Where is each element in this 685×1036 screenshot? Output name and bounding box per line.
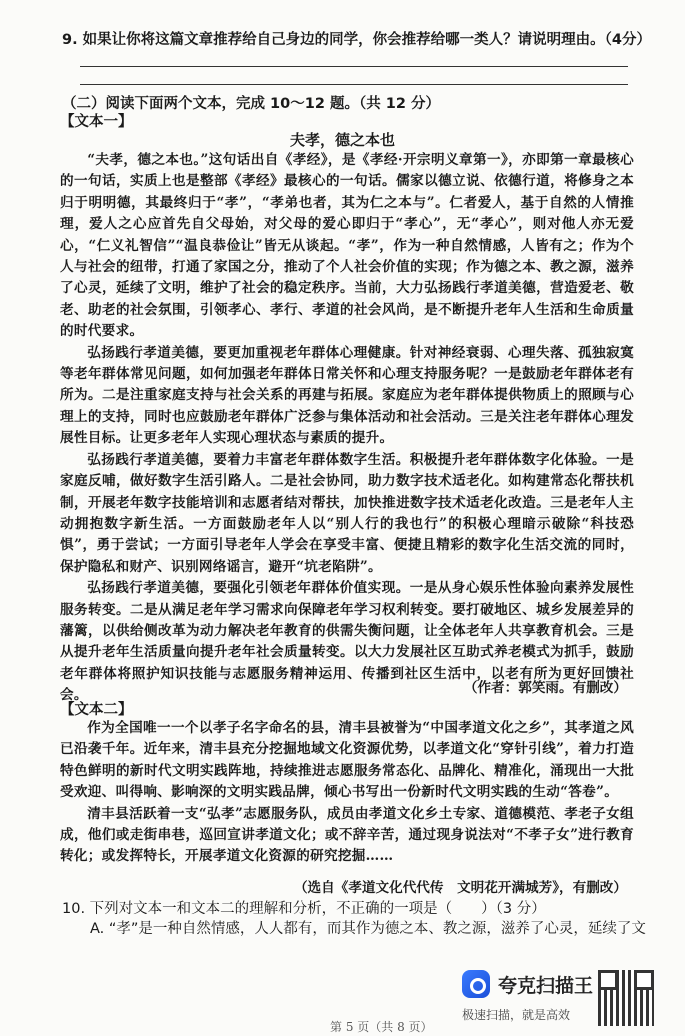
text1-paragraph: 弘扬践行孝道美德，要着力丰富老年群体数字生活。积极提升老年群体数字化体验。一是家庭反哺，做好数字生活引路人。二是社会协同，助力数字技术适老化。如构建常态化帮扶机制，开展老年数字技能培训和志愿者结对帮扶，加快推进数字技术适老化改造。三是老年人主动拥抱数字新生活。一方面鼓励老年人以“别人行的我也行”的积极心理暗示破除“科技恐惧”，勇于尝试；一方面引导老年人学会在享受丰富、便捷且精彩的数字化生活交流的同时，保护隐私和财产、识别网络谣言，避开“坑老陷阱”。 [60, 451, 634, 575]
text1-paragraph: 弘扬践行孝道美德，要强化引领老年群体价值实现。一是从身心娱乐性体验向素养发展性服务转变。二是从满足老年学习需求向保障老年学习权利转变。要打破地区、城乡发展差异的藩篱，以供给侧改革为动力解决老年教育的供需失衡问题，让全体老年人共享教育机会。三是从提升老年生活质量向提升老年社会质量转变。以大力发展社区互助式养老模式为抓手，鼓励老年群体将照护知识技能与志愿服务精神运用、传播到社区生活中，以老有所为更好回馈社会。 [60, 580, 634, 704]
section-heading: （二）阅读下面两个文本，完成 10～12 题。（共 12 分） [62, 96, 440, 112]
answer-line [80, 84, 628, 85]
question-10: 10. 下列对文本一和文本二的理解和分析，不正确的一项是（ ）（3 分） [62, 901, 546, 917]
option-a: A. “孝”是一种自然情感，人人都有，而其作为德之本、教之源，滋养了心灵，延续了文 [90, 921, 646, 937]
text1-paragraph: 弘扬践行孝道美德，要更加重视老年群体心理健康。针对神经衰弱、心理失落、孤独寂寞等老年群体常见问题，如何加强老年群体日常关怀和心理支持服务呢？一是鼓励老年群体老有所为。二是注重家庭支持与社会关系的再建与拓展。家庭应为老年群体提供物质上的照顾与心理上的支持，同时也应鼓励老年群体广泛参与集体活动和社会活动。三是关注老年群体心理发展性目标。让更多老年人实现心理状态与素质的提升。 [60, 344, 634, 447]
text1-paragraph: “夫孝，德之本也。”这句话出自《孝经》，是《孝经·开宗明义章第一》，亦即第一章最核心的一句话，实质上也是整部《孝经》最核心的一句话。儒家以德立说、依德行道，将修身之本归于明明德，其最终归于“孝”，“孝弟也者，其为仁之本与”。仁者爱人，基于自然的人情推理，爱人之心应首先自父母始，对父母的爱心即归于“孝心”，无“孝心”，则对他人亦无爱心，“仁义礼智信”“温良恭俭让”皆无从谈起。“孝”，作为一种自然情感，人皆有之；作为个人与社会的纽带，打通了家国之分，推动了个人社会价值的实现；作为德之本、教之源，滋养了心灵，延续了文明，维护了社会的稳定秩序。当前，大力弘扬践行孝道美德，营造爱老、敬老、助老的社会氛围，引领孝心、孝行、孝道的社会风尚，是不断提升老年人生活和生命质量的时代要求。 [60, 152, 634, 340]
text1-source: （作者：郭笑雨。有删改） [463, 680, 627, 696]
text1-body [60, 150, 634, 707]
text1-tag: 【文本一】 [60, 114, 133, 130]
page-number: 第 5 页（共 8 页） [330, 1020, 433, 1034]
text2-paragraph: 作为全国唯一一个以孝子名字命名的县，清丰县被誉为“中国孝道文化之乡”，其孝道之风已沿袭千年。近年来，清丰县充分挖掘地域文化资源优势，以孝道文化“穿针引线”，着力打造特色鲜明的新时代文明实践阵地，持续推进志愿服务常态化、品牌化、精准化，涌现出一大批受欢迎、叫得响、影响深的文明实践品牌，倾心书写出一份新时代文明实践的生动“答卷”。 [60, 720, 634, 801]
answer-line [80, 66, 628, 67]
text2-body [60, 718, 634, 868]
watermark-slogan: 极速扫描，就是高效 [462, 1008, 571, 1022]
text2-source: （选自《孝道文化代代传 文明花开满城芳》，有删改） [293, 880, 627, 896]
watermark-brand: 夸克扫描王 [498, 975, 594, 997]
text1-title: 夫孝，德之本也 [289, 131, 395, 149]
text2-paragraph: 清丰县活跃着一支“弘孝”志愿服务队，成员由孝道文化乡土专家、道德模范、孝老子女组成，他们或走街串巷，巡回宣讲孝道文化；或不辞辛苦，通过现身说法对“不孝子女”进行教育转化；或发挥特长，开展孝道文化资源的研究挖掘…… [60, 805, 634, 865]
qr-code-icon [598, 970, 654, 1026]
question-9: 9. 如果让你将这篇文章推荐给自己身边的同学，你会推荐给哪一类人？请说明理由。（4分） [62, 32, 651, 48]
quark-logo-icon [462, 970, 490, 998]
text2-tag: 【文本二】 [60, 702, 133, 718]
